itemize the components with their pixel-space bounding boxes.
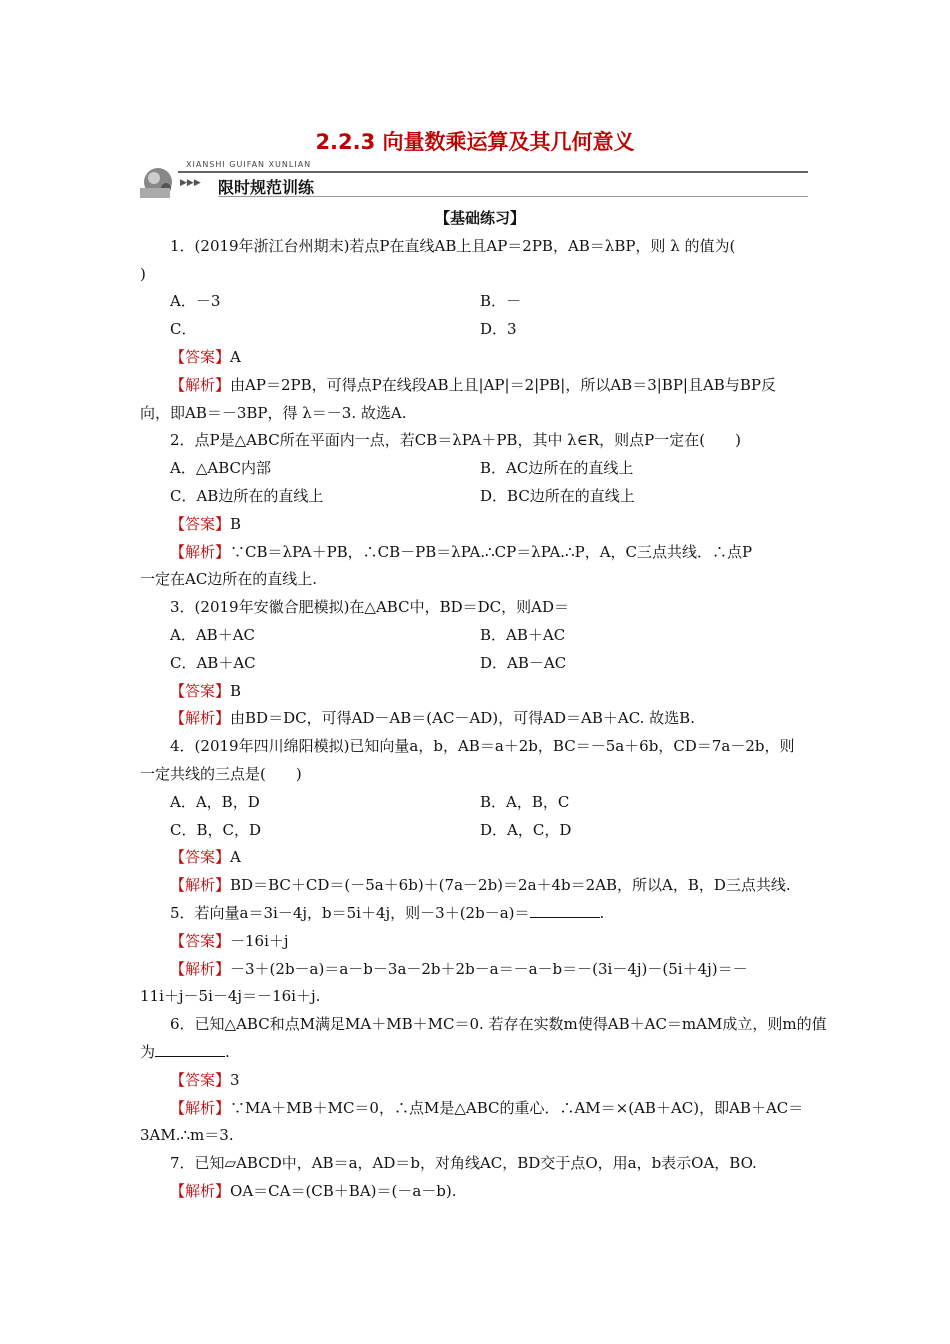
q3-option-a: A．AB＋AC [170,625,255,644]
analysis-tag: 【解析】 [170,1181,231,1200]
q3-options-row1 [140,622,820,650]
q3-analysis-text: 由BD＝DC，可得AD－AB＝(AC－AD)，可得AD＝AB＋AC. 故选B. [230,709,695,728]
q4-option-d: D．A，C，D [480,820,572,839]
q4-analysis [140,872,820,900]
q5-stem-end: . [599,903,605,922]
banner-label: 限时规范训练 [218,178,315,197]
answer-tag: 【答案】 [170,931,231,950]
q6-stem: 6．已知△ABC和点M满足MA＋MB＋MC＝0. 若存在实数m使得AB＋AC＝mAM成立，则m的值 [170,1015,827,1034]
q1-option-a: A．－3 [170,292,221,311]
analysis-tag: 【解析】 [170,1098,231,1117]
q7-stem: 7．已知▱ABCD中，AB＝a，AD＝b，对角线AC，BD交于点O，用a，b表示OA，BO. [170,1154,757,1173]
answer-tag: 【答案】 [170,1070,231,1089]
q3-option-b: B．AB＋AC [480,625,566,644]
q5-analysis [140,956,820,984]
q1-analysis [140,372,820,400]
q5-analysis-text: －3＋(2b－a)＝a－b－3a－2b＋2b－a＝－a－b＝－(3i－4j)－(5i＋4j)＝－ [230,959,748,978]
q1-answer-value: A [230,347,241,366]
q2-answer-value: B [230,514,242,533]
q2-option-a: A．△ABC内部 [170,459,271,478]
q7-analysis-text: OA＝CA＝(CB＋BA)＝(－a－b). [230,1181,457,1200]
q1-answer [140,344,820,372]
q1-option-b: B．－ [480,292,522,311]
q3-stem: 3．(2019年安徽合肥模拟)在△ABC中，BD＝DC，则AD＝ [170,598,569,617]
answer-tag: 【答案】 [170,681,231,700]
banner-pinyin: XIANSHI GUIFAN XUNLIAN [186,160,312,169]
q1-stem: 1．(2019年浙江台州期末)若点P在直线AB上且AP＝2PB，AB＝λBP，则 λ 的值为( [170,236,736,255]
q4-options-row2 [140,817,820,845]
q3-options-row2 [140,650,820,678]
q2-options-row2 [140,483,820,511]
q1-stem-cont: ) [140,264,146,283]
q6-analysis-cont: 3AM.∴m＝3. [140,1126,234,1145]
q2-option-d: D．BC边所在的直线上 [480,486,635,505]
section-banner [138,158,808,202]
q1-analysis-text: 由AP＝2PB，可得点P在线段AB上且|AP|＝2|PB|，所以AB＝3|BP|且AB与BP反 [230,375,776,394]
q6-stem-cont [140,1039,820,1067]
q2-answer [140,511,820,539]
q6-stem-end: . [225,1042,230,1061]
q4-option-a: A．A，B，D [170,792,260,811]
banner-arrows-icon: ▶▶▶ [180,178,201,188]
q5-answer-value: －16i＋j [230,931,289,950]
q2-analysis [140,539,820,567]
q6-answer-value: 3 [230,1070,240,1089]
q1-options-row1 [140,288,820,316]
q4-option-c: C．B，C，D [170,820,262,839]
q3-analysis [140,705,820,733]
q4-options-row1 [140,789,820,817]
q6-stem-text: 为 [140,1042,156,1061]
q6-answer [140,1067,820,1095]
q4-answer-value: A [230,848,241,867]
banner-logo-icon [138,158,182,200]
analysis-tag: 【解析】 [170,375,231,394]
q3-answer-value: B [230,681,242,700]
banner-bottom-rule [218,196,808,197]
q4-stem-cont: 一定共线的三点是( ) [140,764,302,783]
q2-option-b: B．AC边所在的直线上 [480,459,634,478]
q2-options-row1 [140,455,820,483]
q6-analysis-text: ∵MA＋MB＋MC＝0，∴点M是△ABC的重心．∴AM＝×(AB＋AC)，即AB＋AC＝ [230,1098,804,1117]
analysis-tag: 【解析】 [170,542,231,561]
q5-analysis-cont: 11i＋j－5i－4j＝－16i＋j. [140,987,321,1006]
q3-answer [140,678,820,706]
q2-option-c: C．AB边所在的直线上 [170,486,324,505]
analysis-tag: 【解析】 [170,876,231,895]
q4-stem: 4．(2019年四川绵阳模拟)已知向量a，b，AB＝a＋2b，BC＝－5a＋6b，CD＝7a－2b，则 [170,737,795,756]
q4-option-b: B．A，B，C [480,792,570,811]
q1-option-d: D．3 [480,320,517,339]
answer-tag: 【答案】 [170,347,231,366]
answer-tag: 【答案】 [170,848,231,867]
q5-blank [530,903,600,918]
q4-analysis-text: BD＝BC＋CD＝(－5a＋6b)＋(7a－2b)＝2a＋4b＝2AB，所以A，B，D三点共线. [230,876,791,895]
q7-analysis [140,1178,820,1206]
q3-option-c: C．AB＋AC [170,653,256,672]
q6-analysis [140,1095,820,1123]
q2-analysis-cont: 一定在AC边所在的直线上. [140,570,318,589]
q2-analysis-text: ∵CB＝λPA＋PB，∴CB－PB＝λPA.∴CP＝λPA.∴P，A，C三点共线．∴点P [230,542,753,561]
q1-options-row2 [140,316,820,344]
analysis-tag: 【解析】 [170,709,231,728]
analysis-tag: 【解析】 [170,959,231,978]
q5-stem [140,900,820,928]
section-heading: 【基础练习】 [434,209,525,227]
q5-stem-text: 5．若向量a＝3i－4j，b＝5i＋4j，则－3＋(2b－a)＝ [170,903,530,922]
q1-analysis-cont: 向，即AB＝－3BP，得 λ＝－3. 故选A. [140,403,407,422]
q2-stem: 2．点P是△ABC所在平面内一点，若CB＝λPA＋PB，其中 λ∈R，则点P一定在( ) [170,431,741,450]
page-title: 2.2.3 向量数乘运算及其几何意义 [315,130,635,154]
q6-blank [155,1042,225,1057]
answer-tag: 【答案】 [170,514,231,533]
q3-option-d: D．AB－AC [480,653,567,672]
q1-option-c: C． [170,320,197,339]
q4-answer [140,844,820,872]
banner-top-rule [178,171,808,173]
exercise-content [140,205,827,1206]
q5-answer [140,928,820,956]
